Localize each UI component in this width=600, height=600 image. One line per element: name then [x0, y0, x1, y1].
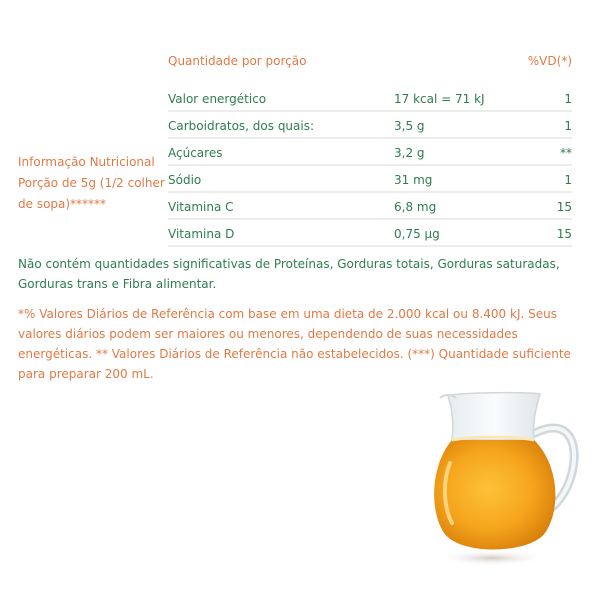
not-significant-note: Não contém quantidades significativas de Proteínas, Gorduras totais, Gorduras saturadas, Gorduras trans e Fibra alimentar. — [18, 257, 560, 291]
nutrient-name: Carboidratos, dos quais: — [168, 119, 315, 133]
nutrient-name: Açúcares — [168, 146, 223, 160]
nutrient-vd: ** — [560, 146, 572, 160]
nutrient-name: Sódio — [168, 173, 202, 187]
table-row — [168, 166, 572, 193]
nutrient-name: Vitamina D — [168, 227, 235, 241]
nutrient-vd: 15 — [556, 200, 572, 214]
table-row — [168, 139, 572, 166]
nutrient-quantity: 3,2 g — [394, 146, 425, 160]
daily-values-footnote: *% Valores Diários de Referência com base em uma dieta de 2.000 kcal ou 8.400 kJ. Seus valores diários podem ser maiores ou menores, dependendo de suas necessidades energéticas. ** Valores Diários de Referência não estabelecidos. (***) Quantidade suficiente para preparar 200 mL. — [18, 307, 571, 381]
nutrient-vd: 1 — [564, 119, 572, 133]
header-quantity: Quantidade por porção — [168, 54, 307, 68]
nutrient-vd: 15 — [556, 227, 572, 241]
table-row — [168, 112, 572, 139]
nutrient-quantity: 3,5 g — [394, 119, 425, 133]
nutrient-quantity: 17 kcal = 71 kJ — [394, 92, 485, 106]
nutrient-quantity: 6,8 mg — [394, 200, 437, 214]
table-row — [168, 220, 572, 247]
nutrient-quantity: 31 mg — [394, 173, 433, 187]
nutrient-vd: 1 — [564, 92, 572, 106]
serving-size-line-cont: de sopa)****** — [18, 197, 107, 211]
nutrition-table — [168, 85, 572, 247]
orange-juice-pitcher-image — [430, 378, 590, 578]
nutrition-info-title: Informação Nutricional — [18, 155, 155, 169]
nutrient-vd: 1 — [564, 173, 572, 187]
nutrient-quantity: 0,75 µg — [394, 227, 440, 241]
header-vd: %VD(*) — [527, 54, 572, 68]
nutrition-info-label — [18, 152, 168, 215]
nutrient-name: Valor energético — [168, 92, 267, 106]
table-row — [168, 85, 572, 112]
table-header — [168, 54, 572, 72]
nutrient-name: Vitamina C — [168, 200, 234, 214]
serving-size-line: Porção de 5g (1/2 colher — [18, 176, 165, 190]
table-row — [168, 193, 572, 220]
